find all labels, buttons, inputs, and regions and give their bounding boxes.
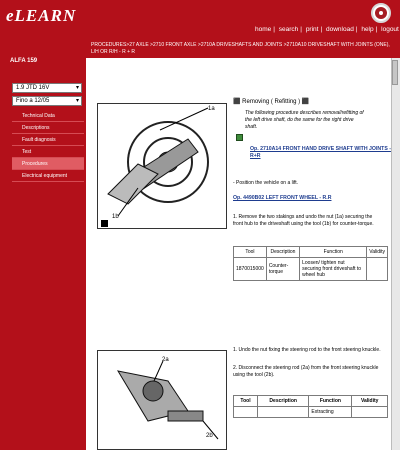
col-function: Function [300, 247, 367, 258]
fig-label-2b: 2b [206, 433, 213, 439]
step-1b-text: 1. Undo the nut fixing the steering rod to the front steering knuckle. [233, 347, 381, 353]
sidebar-item-technical-data[interactable]: Technical Data [12, 110, 84, 122]
procedure-description: The following procedure describes removal/refitting of the left drive shaft, do the same for the right drive shaft. [245, 110, 364, 130]
model-title: ALFA 159 [10, 58, 38, 64]
top-links: home | search | print | download | help | logout [255, 26, 399, 33]
hub-diagram-svg [98, 104, 227, 229]
fig-label-1a: 1a [208, 106, 215, 112]
steering-illustration [97, 350, 227, 450]
col-function-2: Function [309, 396, 352, 407]
fig-label-1b: 1b [112, 214, 119, 220]
col-tool-2: Tool [234, 396, 258, 407]
cell2-tool [234, 407, 258, 418]
step-1-text: 1. Remove the two stakings and undo the nut (1a) securing the front hub to the driveshaft using the tool (1b) for counter-torque. [233, 214, 374, 227]
tools-table-2 [233, 395, 388, 418]
brand-emblem-icon [371, 3, 391, 23]
step-2-text: 2. Disconnect the steering rod (2a) from the front steering knuckle using the tool (2b). [233, 365, 379, 378]
removing-text[interactable]: Removing ( Refitting ) [242, 99, 301, 106]
scrollbar-track[interactable] [391, 58, 400, 450]
sidebar-item-test[interactable]: Test [12, 146, 84, 158]
sidebar-item-procedures[interactable]: Procedures [12, 158, 84, 170]
breadcrumb: PROCEDURES>27 AXLE >2710 FRONT AXLE >2710A DRIVESHAFTS AND JOINTS >2710A10 DRIVESHAFT WITH JOINTS (ONE), L/H OR R/H - R + R [86, 40, 400, 58]
cell-validity [367, 258, 388, 281]
table-row [234, 258, 388, 281]
col-validity-2: Validity [352, 396, 388, 407]
print-link[interactable]: print [305, 26, 319, 33]
download-link[interactable]: download [325, 26, 354, 33]
sidebar-item-fault-diagnosis[interactable]: Fault diagnosis [12, 134, 84, 146]
col-tool: Tool [234, 247, 267, 258]
sidebar-item-descriptions[interactable]: Descriptions [12, 122, 84, 134]
cell-function: Loosen/ tighten nut securing front driveshaft to wheel hub [300, 258, 367, 281]
app-logo: eLEARN [6, 6, 77, 25]
sidebar-menu [12, 110, 84, 182]
cell2-description [258, 407, 309, 418]
engine-select[interactable]: 1.9 JTD 16V ▾ [12, 83, 82, 93]
removing-line [233, 98, 309, 105]
hub-illustration [97, 103, 227, 229]
table-row [234, 407, 388, 418]
op-link-1[interactable]: Op. 2710A14 FRONT HAND DRIVE SHAFT WITH JOINTS - R+R [250, 146, 391, 159]
removing-icon: ⬛ [233, 99, 241, 105]
date-select[interactable]: Fino a 12/05 ▾ [12, 96, 82, 106]
refitting-icon: ⬛ [301, 99, 310, 105]
tools-table [233, 246, 388, 281]
col-validity: Validity [367, 247, 388, 258]
op-link-2[interactable]: Op. 4490B02 LEFT FRONT WHEEL - R.R [233, 195, 332, 201]
col-description-2: Description [258, 396, 309, 407]
lift-instruction: - Position the vehicle on a lift. [233, 180, 299, 186]
fig-label-2a: 2a [162, 357, 169, 363]
search-link[interactable]: search [278, 26, 299, 33]
green-status-icon [236, 134, 243, 141]
tool-icon [101, 220, 108, 227]
col-description: Description [266, 247, 299, 258]
cell2-function: Extracting [309, 407, 352, 418]
cell-tool: 1870015000 [234, 258, 267, 281]
sidebar-item-electrical-equipment[interactable]: Electrical equipment [12, 170, 84, 182]
cell-description: Counter-torque [266, 258, 299, 281]
logout-link[interactable]: logout [381, 26, 399, 33]
cell2-validity [352, 407, 388, 418]
home-link[interactable]: home [255, 26, 272, 33]
scrollbar-thumb[interactable] [392, 60, 398, 85]
help-link[interactable]: help [361, 26, 374, 33]
